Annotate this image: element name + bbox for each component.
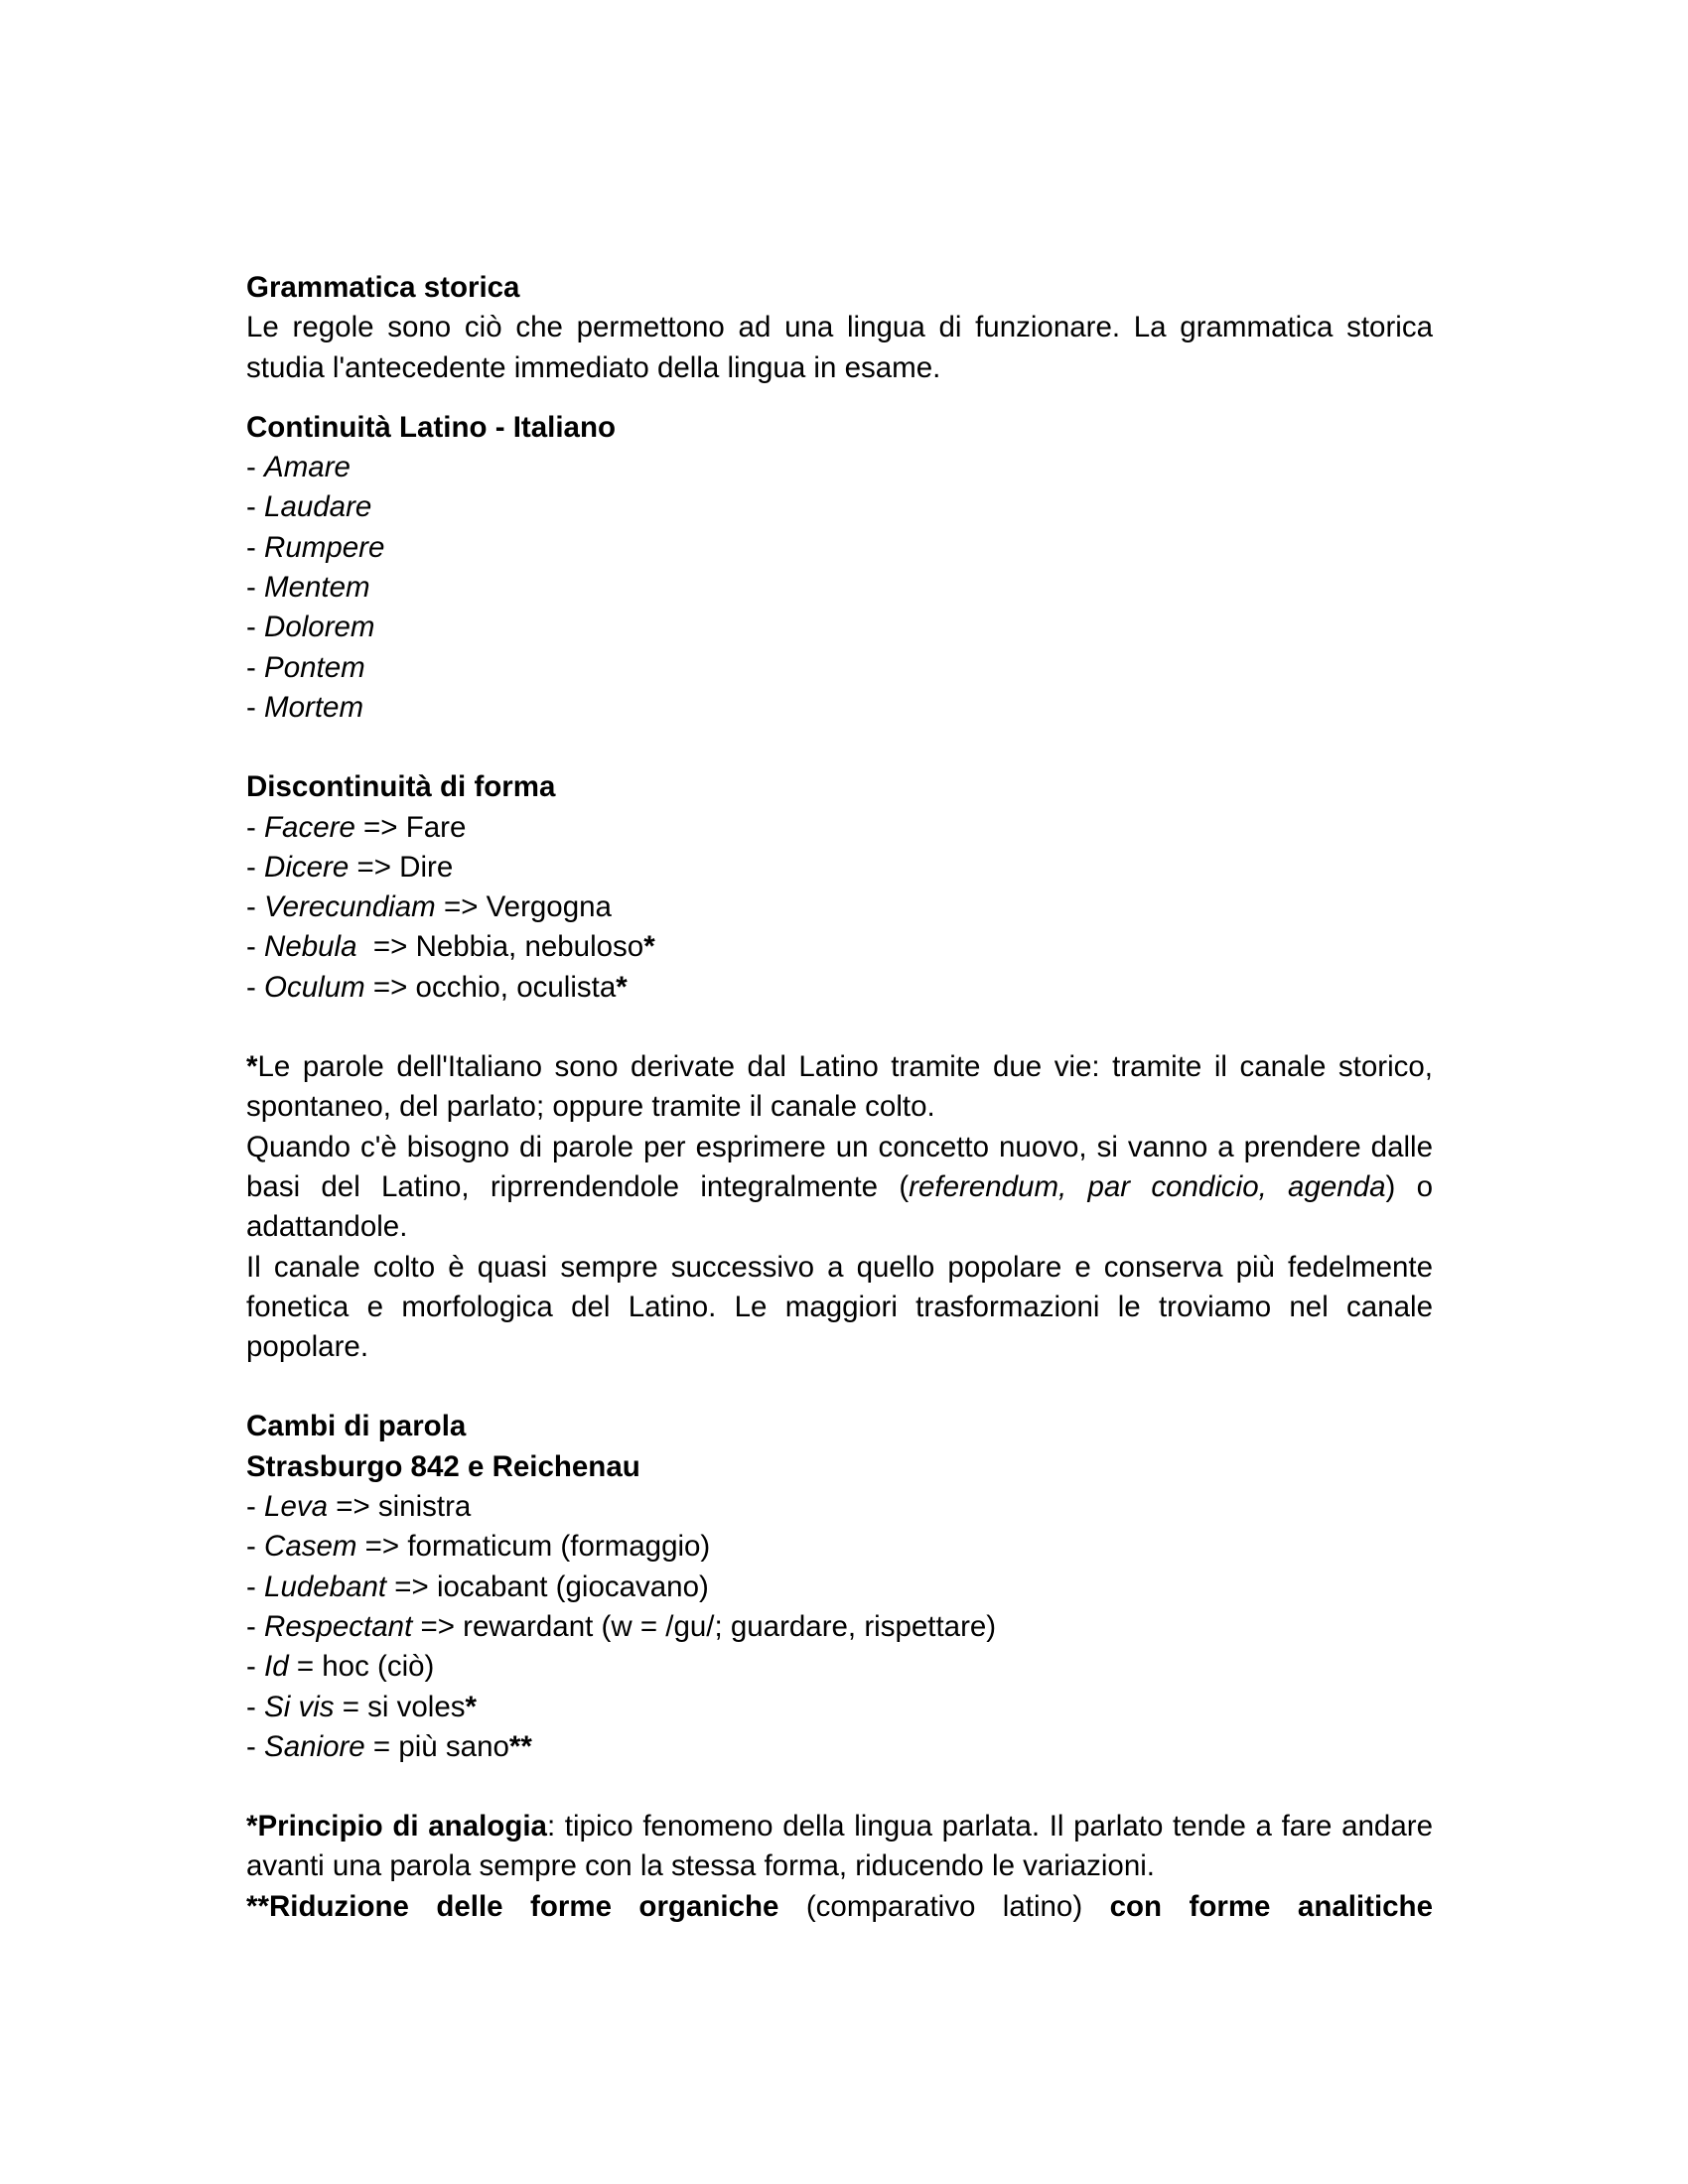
list-item: - Saniore = più sano**: [246, 1729, 532, 1763]
heading-grammatica-storica: Grammatica storica: [246, 271, 520, 304]
list-continuita: [246, 448, 1433, 728]
list-item: - Casem => formaticum (formaggio): [246, 1530, 711, 1564]
list-item: - Respectant => rewardant (w = /gu/; guardare, rispettare): [246, 1609, 997, 1643]
document-page: [246, 268, 1433, 1927]
heading-continuita: Continuità Latino - Italiano: [246, 410, 616, 444]
heading-cambi-di-parola: Cambi di parola: [246, 1410, 467, 1443]
heading-discontinuita: Discontinuità di forma: [246, 770, 556, 804]
list-item: - Ludebant => iocabant (giocavano): [246, 1570, 709, 1603]
paragraph-grammatica-storica: Le regole sono ciò che permettono ad una lingua di funzionare. La grammatica storica studia l'antecedente immediato della lingua in esame.: [246, 311, 1433, 384]
note-paragraph-1: *Le parole dell'Italiano sono derivate dal Latino tramite due vie: tramite il canale storico, spontaneo, del parlato; oppure tramite il canale colto.: [246, 1050, 1433, 1124]
list-item: - Leva => sinistra: [246, 1490, 472, 1524]
list-item: - Verecundiam => Vergogna: [246, 890, 612, 924]
note-paragraph-2: Quando c'è bisogno di parole per esprimere un concetto nuovo, si vanno a prendere dalle basi del Latino, riprrendendole integralmente (referendum, par condicio, agenda) o adattandole.: [246, 1130, 1433, 1244]
note-paragraph-3: Il canale colto è quasi sempre successivo a quello popolare e conserva più fedelmente fonetica e morfologica del Latino. Le maggiori trasformazioni le troviamo nel canale popolare.: [246, 1250, 1433, 1364]
list-item: - Rumpere: [246, 530, 385, 564]
list-item: - Pontem: [246, 650, 365, 684]
note-riduzione: **Riduzione delle forme organiche (comparativo latino) con forme analitiche: [246, 1889, 1433, 1923]
list-item: - Nebula => Nebbia, nebuloso*: [246, 930, 655, 964]
list-cambi: [246, 1487, 1433, 1767]
list-item: - Si vis = si voles*: [246, 1690, 477, 1723]
list-item: - Dicere => Dire: [246, 850, 454, 884]
list-item: - Laudare: [246, 490, 372, 524]
list-item: - Facere => Fare: [246, 810, 467, 844]
list-item: - Dolorem: [246, 611, 375, 644]
list-discontinuita: [246, 808, 1433, 1008]
list-item: - Mortem: [246, 690, 364, 724]
list-item: - Mentem: [246, 571, 370, 605]
note-analogia: *Principio di analogia: tipico fenomeno della lingua parlata. Il parlato tende a fare andare avanti una parola sempre con la stessa forma, riducendo le variazioni.: [246, 1810, 1433, 1883]
list-item: - Oculum => occhio, oculista*: [246, 970, 628, 1004]
list-item: - Amare: [246, 451, 351, 484]
list-item: - Id = hoc (ciò): [246, 1650, 435, 1684]
subheading-strasburgo: Strasburgo 842 e Reichenau: [246, 1449, 640, 1483]
